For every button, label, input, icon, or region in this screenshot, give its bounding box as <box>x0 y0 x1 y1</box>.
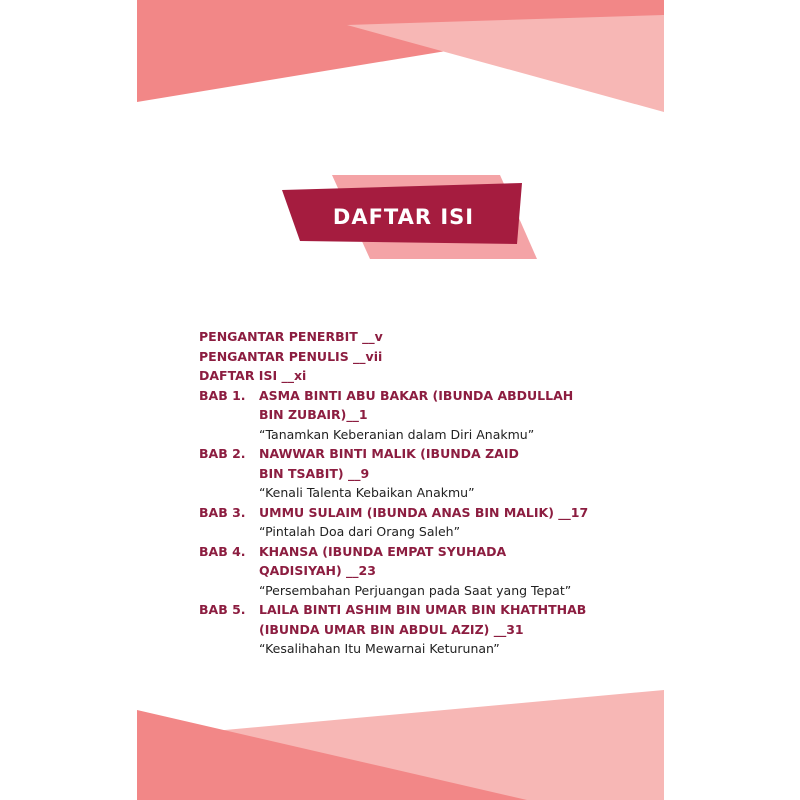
chapter-title-line: ASMA BINTI ABU BAKAR (IBUNDA ABDULLAH <box>259 387 574 403</box>
top-decoration <box>137 0 664 120</box>
chapter-number: BAB 5. <box>199 602 246 617</box>
chapter-title-line: (IBUNDA UMAR BIN ABDUL AZIZ) __31 <box>259 621 524 637</box>
chapter-title-line: NAWWAR BINTI MALIK (IBUNDA ZAID <box>259 446 519 461</box>
table-of-contents <box>199 327 639 659</box>
top-deco-light-shape <box>347 15 664 112</box>
page-title: DAFTAR ISI <box>332 205 475 229</box>
toc-front-item[interactable]: PENGANTAR PENULIS __vii <box>199 348 383 364</box>
chapter-title-line: UMMU SULAIM (IBUNDA ANAS BIN MALIK) __17 <box>259 504 589 520</box>
chapter-title-line: BIN TSABIT) __9 <box>259 465 370 481</box>
chapter-number: BAB 3. <box>199 504 246 520</box>
toc-chapter[interactable] <box>199 386 639 445</box>
toc-front-item[interactable]: DAFTAR ISI __xi <box>199 368 307 383</box>
chapter-subtitle: “Kenali Talenta Kebaikan Anakmu” <box>259 485 475 500</box>
chapter-title-line: LAILA BINTI ASHIM BIN UMAR BIN KHATHTHAB <box>259 602 587 617</box>
chapter-subtitle: “Tanamkan Keberanian dalam Diri Anakmu” <box>259 426 535 442</box>
chapter-subtitle: “Pintalah Doa dari Orang Saleh” <box>259 524 461 539</box>
toc-chapter[interactable] <box>199 444 639 503</box>
chapter-title-line: BIN ZUBAIR)__1 <box>259 407 368 422</box>
chapter-subtitle: “Persembahan Perjuangan pada Saat yang Tepat” <box>259 582 572 598</box>
bottom-decoration <box>137 690 664 800</box>
book-page <box>137 0 664 800</box>
chapter-number: BAB 1. <box>199 387 246 403</box>
chapter-number: BAB 2. <box>199 446 246 461</box>
toc-chapter[interactable] <box>199 503 639 542</box>
toc-chapter[interactable] <box>199 600 639 659</box>
chapter-title-line: KHANSA (IBUNDA EMPAT SYUHADA <box>259 543 507 559</box>
heading-banner <box>282 175 537 259</box>
chapter-title-line: QADISIYAH) __23 <box>259 563 376 578</box>
chapter-subtitle: “Kesalihahan Itu Mewarnai Keturunan” <box>259 641 500 656</box>
chapter-number: BAB 4. <box>199 543 246 559</box>
toc-front-item[interactable]: PENGANTAR PENERBIT __v <box>199 329 383 344</box>
toc-chapter[interactable] <box>199 542 639 601</box>
